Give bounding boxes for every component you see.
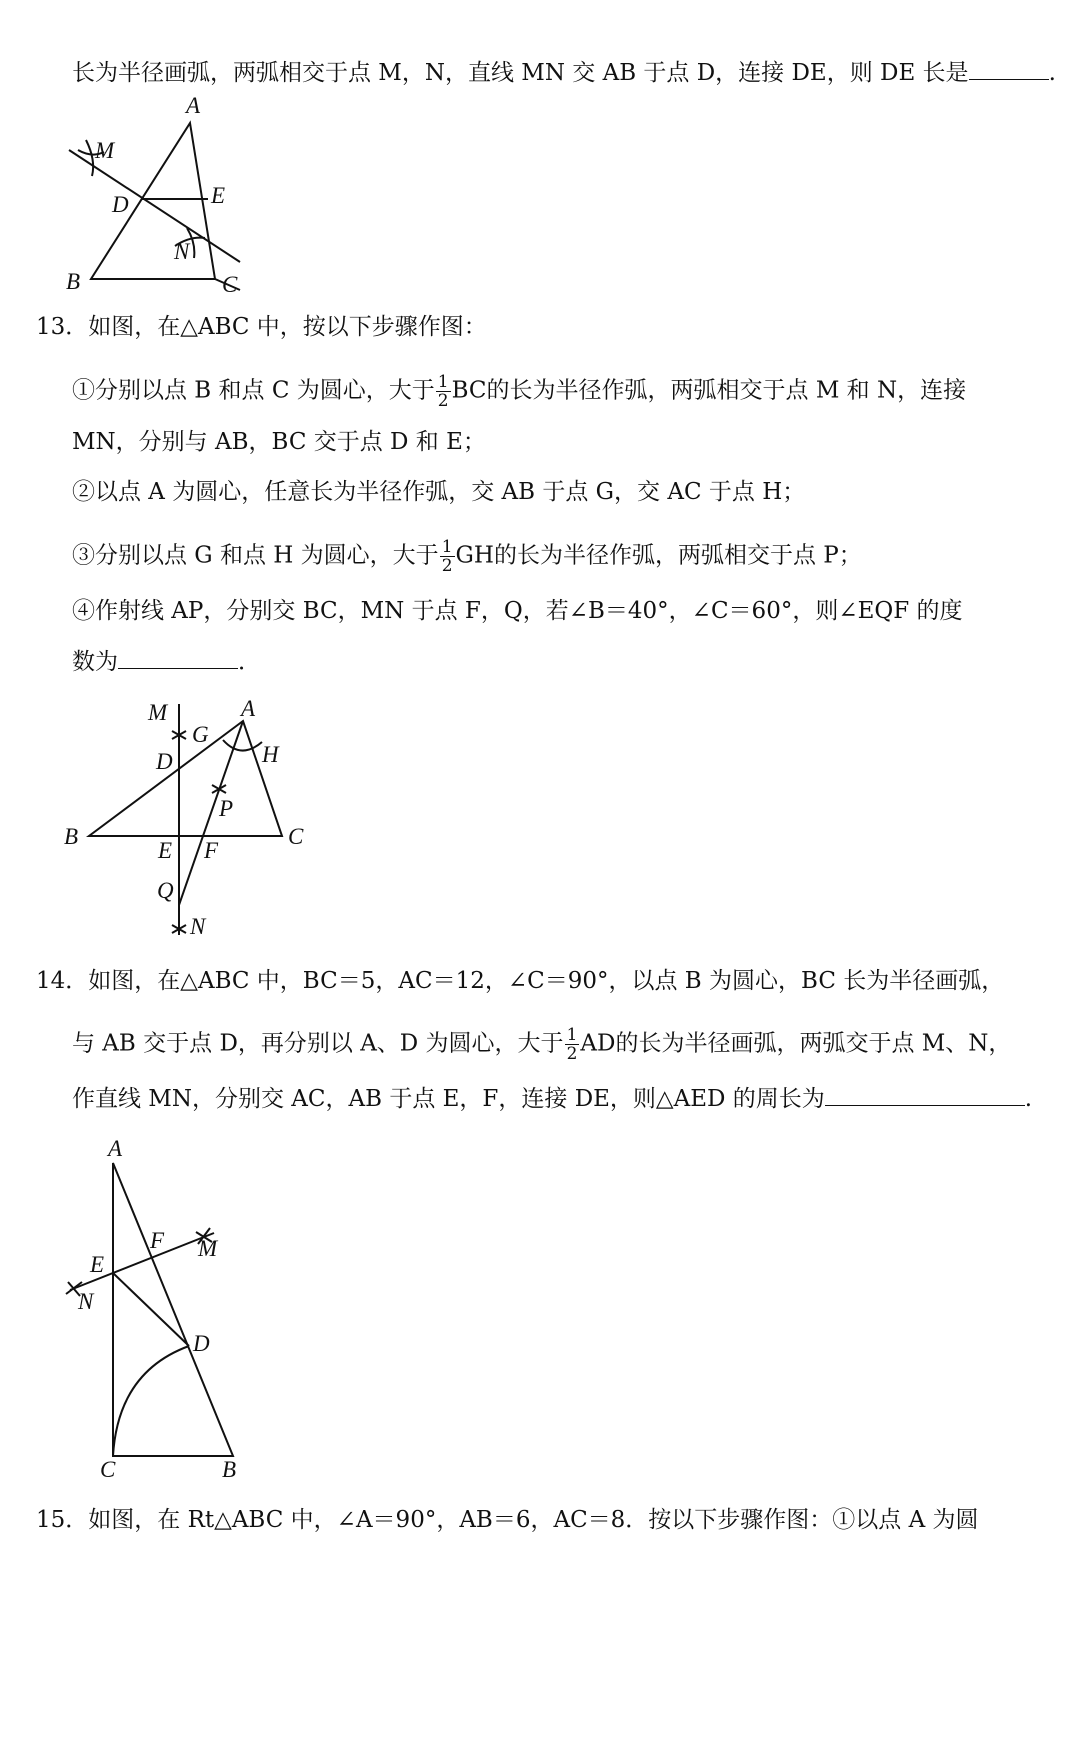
label-e-q14: E — [90, 1252, 105, 1277]
label-b-q14: B — [222, 1457, 237, 1482]
q13-step3-a: ③分别以点 G 和点 H 为圆心，大于 — [72, 542, 439, 569]
figure-q13 — [55, 695, 320, 945]
segment-de — [113, 1273, 189, 1346]
label-d-q13: D — [156, 749, 173, 774]
label-c-q13: C — [288, 824, 304, 849]
q13-step1-line1 — [72, 373, 966, 410]
q14-line1: 14．如图，在△ABC 中，BC＝5，AC＝12，∠C＝90°，以点 B 为圆心，BC 长为半径画弧， — [36, 968, 1005, 994]
label-m-q12: M — [95, 138, 115, 163]
label-q-q13: Q — [157, 878, 174, 903]
q14-line2 — [72, 1026, 1011, 1063]
label-m-q14: M — [198, 1236, 218, 1261]
fraction-half: $\frac{1}{2}$ — [566, 1025, 578, 1064]
q12-line1 — [72, 57, 1056, 88]
label-b-q12: B — [66, 269, 81, 294]
q13-end: ． — [238, 649, 261, 675]
q13-step2: ②以点 A 为圆心，任意长为半径作弧，交 AB 于点 G，交 AC 于点 H； — [72, 479, 806, 505]
q13-step5-text: 数为 — [72, 649, 118, 675]
q13-step3 — [72, 538, 862, 575]
label-n-q13: N — [190, 914, 206, 939]
label-e-q13: E — [158, 838, 173, 863]
q14-line2-a: 与 AB 交于点 D，再分别以 A、D 为圆心，大于 — [72, 1030, 564, 1057]
label-d-q14: D — [193, 1331, 210, 1356]
q14-line2-b: AD的长为半径画弧，两弧交于点 M、N， — [580, 1030, 1012, 1057]
triangle-abc-q14 — [113, 1163, 233, 1456]
label-f-q14: F — [150, 1228, 165, 1253]
q15-line1: 15．如图，在 Rt△ABC 中，∠A＝90°，AB＝6，AC＝8．按以下步骤作图：①以点 A 为圆 — [36, 1507, 979, 1533]
q13-step1-a: ①分别以点 B 和点 C 为圆心，大于 — [72, 377, 435, 404]
q13-answer-blank — [118, 646, 238, 669]
label-e-q12: E — [211, 183, 226, 208]
label-f-q13: F — [204, 838, 219, 863]
label-c-q14: C — [100, 1457, 116, 1482]
q14-answer-blank — [825, 1083, 1025, 1106]
q13-title: 13．如图，在△ABC 中，按以下步骤作图： — [36, 314, 487, 340]
label-n-q14: N — [78, 1289, 94, 1314]
arc-gh — [223, 740, 262, 751]
q14-end: . — [1024, 1086, 1033, 1112]
q13-step1-line2: MN，分别与 AB，BC 交于点 D 和 E； — [72, 429, 486, 455]
figure-q12 — [55, 95, 275, 300]
label-d-q12: D — [112, 192, 129, 217]
label-b-q13: B — [64, 824, 79, 849]
q13-step3-b: GH的长为半径作弧，两弧相交于点 P； — [455, 542, 862, 569]
figure-q14 — [60, 1130, 310, 1490]
q13-step5 — [72, 646, 261, 677]
q14-line3 — [72, 1083, 1032, 1114]
label-a-q12: A — [186, 95, 201, 118]
label-m-q13: M — [148, 700, 168, 725]
q12-end: . — [1048, 60, 1056, 86]
label-a-q13: A — [241, 696, 256, 721]
q14-line3-text: 作直线 MN，分别交 AC，AB 于点 E，F，连接 DE，则△AED 的周长为 — [72, 1086, 825, 1112]
fraction-half: $\frac{1}{2}$ — [437, 372, 449, 411]
label-h-q13: H — [262, 742, 279, 767]
label-c-q12: C — [222, 272, 238, 297]
fraction-half: $\frac{1}{2}$ — [441, 537, 453, 576]
label-n-q12: N — [174, 239, 190, 264]
q12-answer-blank — [969, 57, 1049, 80]
label-g-q13: G — [192, 722, 209, 747]
arc-m-2 — [86, 140, 93, 176]
q12-text: 长为半径画弧，两弧相交于点 M，N，直线 MN 交 AB 于点 D，连接 DE，则 DE 长是 — [72, 60, 969, 86]
q13-step4: ④作射线 AP，分别交 BC，MN 于点 F，Q，若∠B＝40°，∠C＝60°，则∠EQF 的度 — [72, 598, 963, 624]
q13-step1-b: BC的长为半径作弧，两弧相交于点 M 和 N，连接 — [451, 377, 967, 404]
label-a-q14: A — [108, 1136, 123, 1161]
arc-cd — [113, 1346, 189, 1456]
label-p-q13: P — [219, 796, 234, 821]
